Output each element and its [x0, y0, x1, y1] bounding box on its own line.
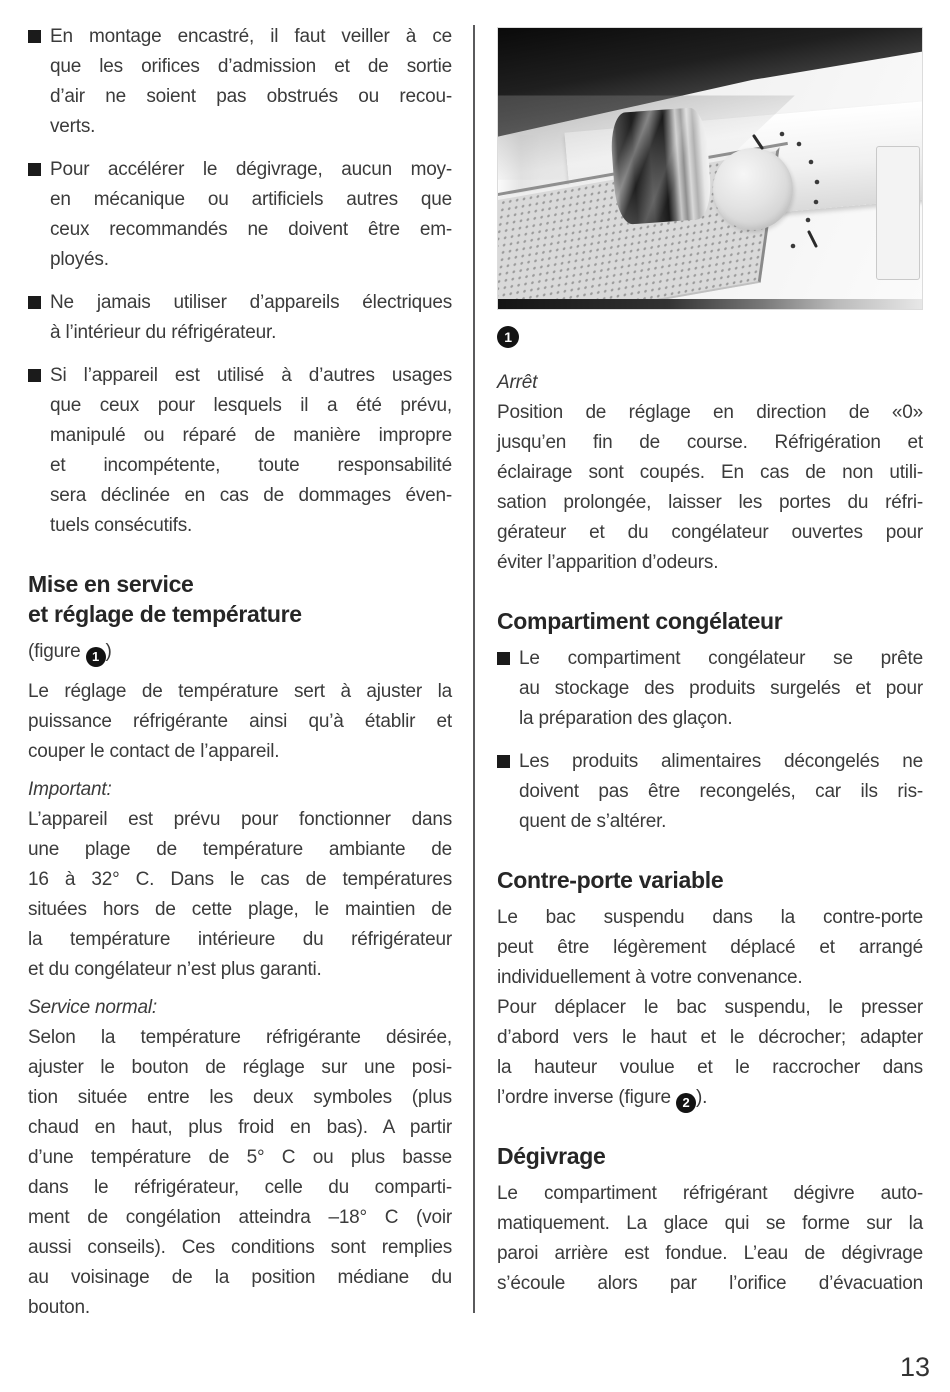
- column-divider: [473, 25, 475, 1313]
- text-line: sera déclinée en cas de dommages éven-: [50, 485, 452, 506]
- photo-right-panel: [876, 146, 920, 280]
- text-line: Pour déplacer le bac suspendu, le presser: [497, 997, 923, 1018]
- text-line: 16 à 32° C. Dans le cas de températures: [28, 869, 452, 890]
- text-line: sation prolongée, laisser les portes du réfri-: [497, 492, 923, 513]
- text-line: Le compartiment réfrigérant dégivre auto-: [497, 1183, 923, 1204]
- text-line: L’appareil est prévu pour fonctionner dans: [28, 809, 452, 830]
- italic-label: Arrêt: [497, 372, 538, 393]
- text-line: Le compartiment congélateur se prête: [519, 648, 923, 669]
- text-line: ment de congélation atteindra –18° C (voir: [28, 1207, 452, 1228]
- bullet-square-icon: [497, 652, 510, 665]
- section-heading: [497, 1141, 923, 1171]
- heading-line: Dégivrage: [497, 1143, 606, 1169]
- text-line: quent de s’altérer.: [519, 811, 667, 832]
- text-line: gérateur et du congélateur ouvertes pour: [497, 522, 923, 543]
- text-line: que ceux pour lesquels il a été prévu,: [50, 395, 452, 416]
- text-fragment: (figure: [28, 641, 86, 662]
- section-heading: [497, 865, 923, 895]
- text-line: tion située entre les deux symboles (plus: [28, 1087, 452, 1108]
- bullet-item: [28, 22, 452, 142]
- paragraph: [497, 993, 923, 1113]
- paragraph: [28, 677, 452, 767]
- text-line: que les orifices d’admission et de sortie: [50, 56, 452, 77]
- text-fragment: l’ordre inverse (figure: [497, 1087, 676, 1108]
- text-line: chaud en haut, plus froid en bas). A partir: [28, 1117, 452, 1138]
- text-line: [497, 1083, 923, 1113]
- left-column: [28, 22, 452, 1331]
- text-line: manipulé ou réparé de manière impropre: [50, 425, 452, 446]
- figure-1-marker: 1: [497, 326, 519, 348]
- text-line: Le bac suspendu dans la contre-porte: [497, 907, 923, 928]
- heading-line: Contre-porte variable: [497, 867, 724, 893]
- text-fragment: ): [105, 641, 112, 662]
- text-line: Les produits alimentaires décongelés ne: [519, 751, 923, 772]
- text-line: paroi arrière est fondue. L’eau de dégivrage: [497, 1243, 923, 1264]
- text-line: s’écoule alors par l’orifice d’évacuation: [497, 1273, 923, 1294]
- paragraph: [28, 1023, 452, 1323]
- paragraph: [497, 398, 923, 578]
- italic-label: Service normal:: [28, 997, 157, 1018]
- text-line: verts.: [50, 116, 96, 137]
- text-line: Position de réglage en direction de «0»: [497, 402, 923, 423]
- paragraph: [28, 805, 452, 985]
- bullet-square-icon: [28, 369, 41, 382]
- text-line: Si l’appareil est utilisé à d’autres usages: [50, 365, 452, 386]
- text-line: jusqu’en fin de course. Réfrigération et: [497, 432, 923, 453]
- text-line: individuellement à votre convenance.: [497, 967, 803, 988]
- bullet-square-icon: [28, 163, 41, 176]
- heading-line: Mise en service: [28, 571, 194, 597]
- text-line: En montage encastré, il faut veiller à ce: [50, 26, 452, 47]
- text-line: matiquement. La glace qui se forme sur la: [497, 1213, 923, 1234]
- right-column: [497, 27, 923, 1307]
- figure-marker: 1: [86, 647, 106, 667]
- text-line: bouton.: [28, 1297, 90, 1318]
- text-line: la hauteur voulue et le raccrocher dans: [497, 1057, 923, 1078]
- text-line: et du congélateur n’est plus garanti.: [28, 959, 322, 980]
- text-line: en mécanique ou artificiels autres que: [50, 189, 452, 210]
- bullet-square-icon: [28, 296, 41, 309]
- text-line: Pour accélérer le dégivrage, aucun moy-: [50, 159, 452, 180]
- text-line: et incompétente, toute responsabilité: [50, 455, 452, 476]
- text-line: peut être légèrement déplacé et arrangé: [497, 937, 923, 958]
- text-line: d’abord vers le haut et le décrocher; adapter: [497, 1027, 923, 1048]
- text-line: ployés.: [50, 249, 109, 270]
- figure-marker: 2: [676, 1093, 696, 1113]
- bullet-square-icon: [497, 755, 510, 768]
- bullet-item: [497, 644, 923, 734]
- paragraph: [497, 1179, 923, 1299]
- text-line: aussi conseils). Ces conditions sont remplies: [28, 1237, 452, 1258]
- figure-caption-row: [497, 322, 923, 344]
- text-line: Le réglage de température sert à ajuster la: [28, 681, 452, 702]
- text-line: ajuster le bouton de réglage sur une posi-: [28, 1057, 452, 1078]
- text-line: puissance réfrigérante ainsi qu’à établir et: [28, 711, 452, 732]
- text-line: éviter l’apparition d’odeurs.: [497, 552, 719, 573]
- heading-line: et réglage de température: [28, 601, 302, 627]
- text-line: doivent pas être recongelés, car ils ris-: [519, 781, 923, 802]
- photo-bottom-shadow: [498, 299, 922, 309]
- thermostat-dial-ticks-icon: [696, 122, 832, 262]
- bullet-item: [497, 747, 923, 837]
- paragraph: [497, 903, 923, 993]
- text-line: situées hors de cette plage, le maintien de: [28, 899, 452, 920]
- text-line: couper le contact de l’appareil.: [28, 741, 280, 762]
- text-line: dans le réfrigérateur, celle du comparti-: [28, 1177, 452, 1198]
- section-heading: [497, 606, 923, 636]
- text-fragment: ).: [695, 1087, 708, 1108]
- text-line: d’air ne soient pas obstrués ou recou-: [50, 86, 452, 107]
- text-line: la préparation des glaçon.: [519, 708, 733, 729]
- section-heading: [28, 569, 452, 629]
- heading-line: Compartiment congélateur: [497, 608, 783, 634]
- text-line: au stockage des produits surgelés et pour: [519, 678, 923, 699]
- italic-label: Important:: [28, 779, 112, 800]
- text-line: d’une température de 5° C ou plus basse: [28, 1147, 452, 1168]
- text-line: à l’intérieur du réfrigérateur.: [50, 322, 277, 343]
- bullet-item: [28, 361, 452, 541]
- text-line: une plage de température ambiante de: [28, 839, 452, 860]
- text-line: au voisinage de la position médiane du: [28, 1267, 452, 1288]
- text-line: Ne jamais utiliser d’appareils électriques: [50, 292, 452, 313]
- text-line: la température intérieure du réfrigérateur: [28, 929, 452, 950]
- bullet-item: [28, 155, 452, 275]
- text-line: éclairage sont coupés. En cas de non utili-: [497, 462, 923, 483]
- text-line: ceux recommandés ne doivent être em-: [50, 219, 452, 240]
- bullet-item: [28, 288, 452, 348]
- text-line: Selon la température réfrigérante désirée,: [28, 1027, 452, 1048]
- figure-reference: [28, 637, 452, 667]
- page-number: 13: [899, 1352, 930, 1382]
- bullet-square-icon: [28, 30, 41, 43]
- text-line: tuels consécutifs.: [50, 515, 193, 536]
- refrigerator-interior-photo: [497, 27, 923, 310]
- right-column-text: [497, 368, 923, 1299]
